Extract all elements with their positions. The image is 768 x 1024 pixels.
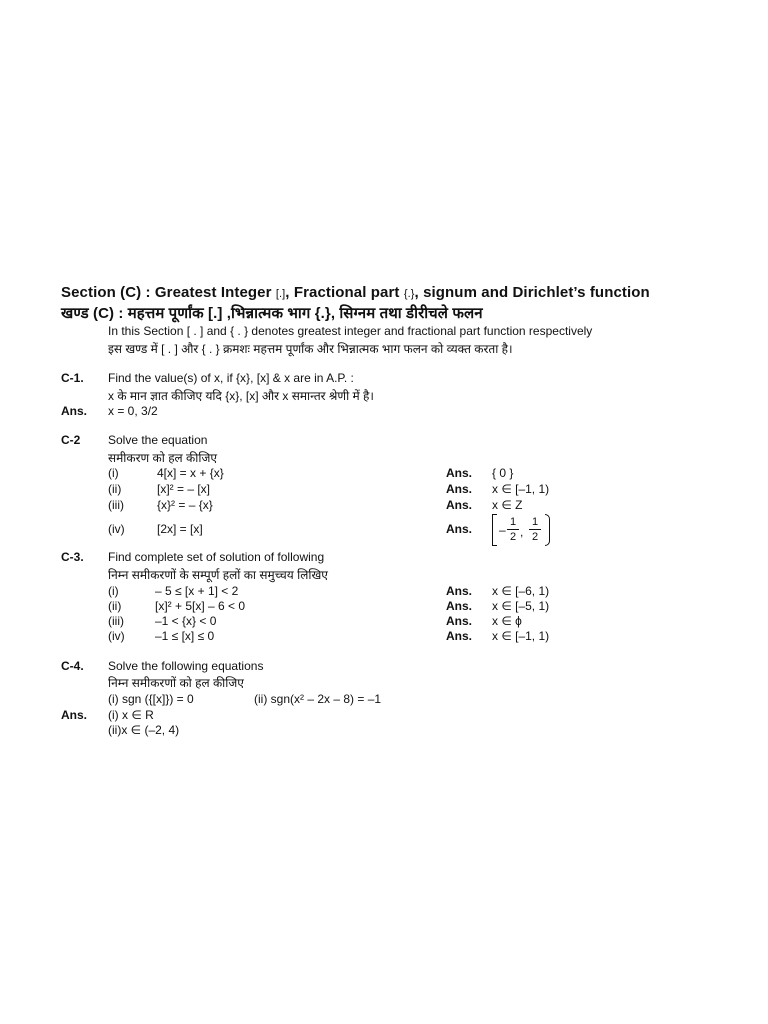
c2-answer-label: Ans.: [446, 498, 473, 512]
question-c4-hindi: निम्न समीकरणों को हल कीजिए: [108, 676, 244, 690]
question-label-c1: C-1.: [61, 371, 84, 385]
title-bracket1: [.]: [275, 288, 286, 300]
numerator: 1: [531, 516, 539, 528]
c2-answer: x ∈ [–1, 1): [492, 482, 550, 496]
section-title: [61, 284, 650, 301]
c3-part-num: (iii): [108, 614, 124, 628]
fraction: [529, 516, 541, 543]
denominator: 2: [509, 531, 517, 543]
c3-part-eq: – 5 ≤ [x + 1] < 2: [155, 584, 239, 598]
comma: ,: [520, 525, 524, 539]
c4-part-i: (i) sgn ({[x]}) = 0: [108, 692, 194, 706]
numerator: 1: [509, 516, 517, 528]
c2-part-num: (i): [108, 466, 119, 480]
question-c1-english: Find the value(s) of x, if {x}, [x] & x are in A.P. :: [108, 371, 354, 385]
c3-answer: x ∈ ϕ: [492, 614, 522, 628]
fraction: [507, 516, 519, 543]
question-c3-hindi: निम्न समीकरणों के सम्पूर्ण हलों का समुच्चय लिखिए: [108, 568, 328, 582]
c3-answer-label: Ans.: [446, 629, 473, 643]
c2-answer: { 0 }: [492, 466, 514, 480]
c3-answer: x ∈ [–1, 1): [492, 629, 550, 643]
question-label-c4: C-4.: [61, 659, 84, 673]
c4-answer-ii: (ii)x ∈ (–2, 4): [108, 723, 180, 737]
c2-answer-interval: [492, 514, 552, 546]
c3-part-num: (iv): [108, 629, 125, 643]
c2-part-eq: [x]² = – [x]: [157, 482, 211, 496]
c3-part-eq: –1 ≤ [x] ≤ 0: [155, 629, 215, 643]
title-part3: , signum and Dirichlet’s function: [414, 284, 650, 301]
title-bracket2: {.}: [403, 288, 415, 300]
title-part1: Section (C) : Greatest Integer: [61, 284, 272, 301]
c4-part-ii: (ii) sgn(x² – 2x – 8) = –1: [254, 692, 382, 706]
c4-answer-i: (i) x ∈ R: [108, 708, 154, 722]
answer-c1: x = 0, 3/2: [108, 404, 158, 418]
c2-answer-label: Ans.: [446, 522, 473, 536]
title-part2: , Fractional part: [285, 284, 400, 301]
c3-answer: x ∈ [–6, 1): [492, 584, 550, 598]
c2-part-num: (ii): [108, 482, 122, 496]
c2-part-eq: {x}² = – {x}: [157, 498, 213, 512]
intro-english: In this Section [ . ] and { . } denotes greatest integer and fractional part function respectively: [108, 324, 593, 338]
c3-answer-label: Ans.: [446, 599, 473, 613]
question-c1-hindi: x के मान ज्ञात कीजिए यदि {x}, [x] और x समान्तर श्रेणी में है।: [108, 389, 374, 403]
question-c2-hindi: समीकरण को हल कीजिए: [108, 451, 218, 465]
c3-part-eq: [x]² + 5[x] – 6 < 0: [155, 599, 246, 613]
c3-part-eq: –1 < {x} < 0: [155, 614, 217, 628]
left-bracket: [492, 514, 497, 546]
answer-label-c4: Ans.: [61, 708, 88, 722]
answer-label-c1: Ans.: [61, 404, 88, 418]
c2-part-eq: [2x] = [x]: [157, 522, 203, 536]
c3-answer: x ∈ [–5, 1): [492, 599, 550, 613]
question-label-c2: C-2: [61, 433, 81, 447]
minus-sign: –: [499, 523, 506, 537]
question-c4-english: Solve the following equations: [108, 659, 264, 673]
c3-answer-label: Ans.: [446, 584, 473, 598]
c2-answer: x ∈ Z: [492, 498, 523, 512]
question-label-c3: C-3.: [61, 550, 84, 564]
section-title-hindi: खण्ड (C) : महत्तम पूर्णांक [.] ,भिन्नात्मक भाग {.}, सिग्नम तथा डीरीचले फलन: [61, 305, 483, 322]
c2-part-num: (iv): [108, 522, 125, 536]
question-c2-english: Solve the equation: [108, 433, 208, 447]
c2-answer-label: Ans.: [446, 482, 473, 496]
c3-answer-label: Ans.: [446, 614, 473, 628]
denominator: 2: [531, 531, 539, 543]
right-paren: [545, 514, 550, 546]
c3-part-num: (ii): [108, 599, 122, 613]
intro-hindi: इस खण्ड में [ . ] और { . } क्रमशः महत्तम पूर्णांक और भिन्नात्मक भाग फलन को व्यक्त करता है।: [108, 342, 513, 356]
c3-part-num: (i): [108, 584, 119, 598]
c2-answer-label: Ans.: [446, 466, 473, 480]
question-c3-english: Find complete set of solution of following: [108, 550, 325, 564]
c2-part-eq: 4[x] = x + {x}: [157, 466, 224, 480]
c2-part-num: (iii): [108, 498, 124, 512]
